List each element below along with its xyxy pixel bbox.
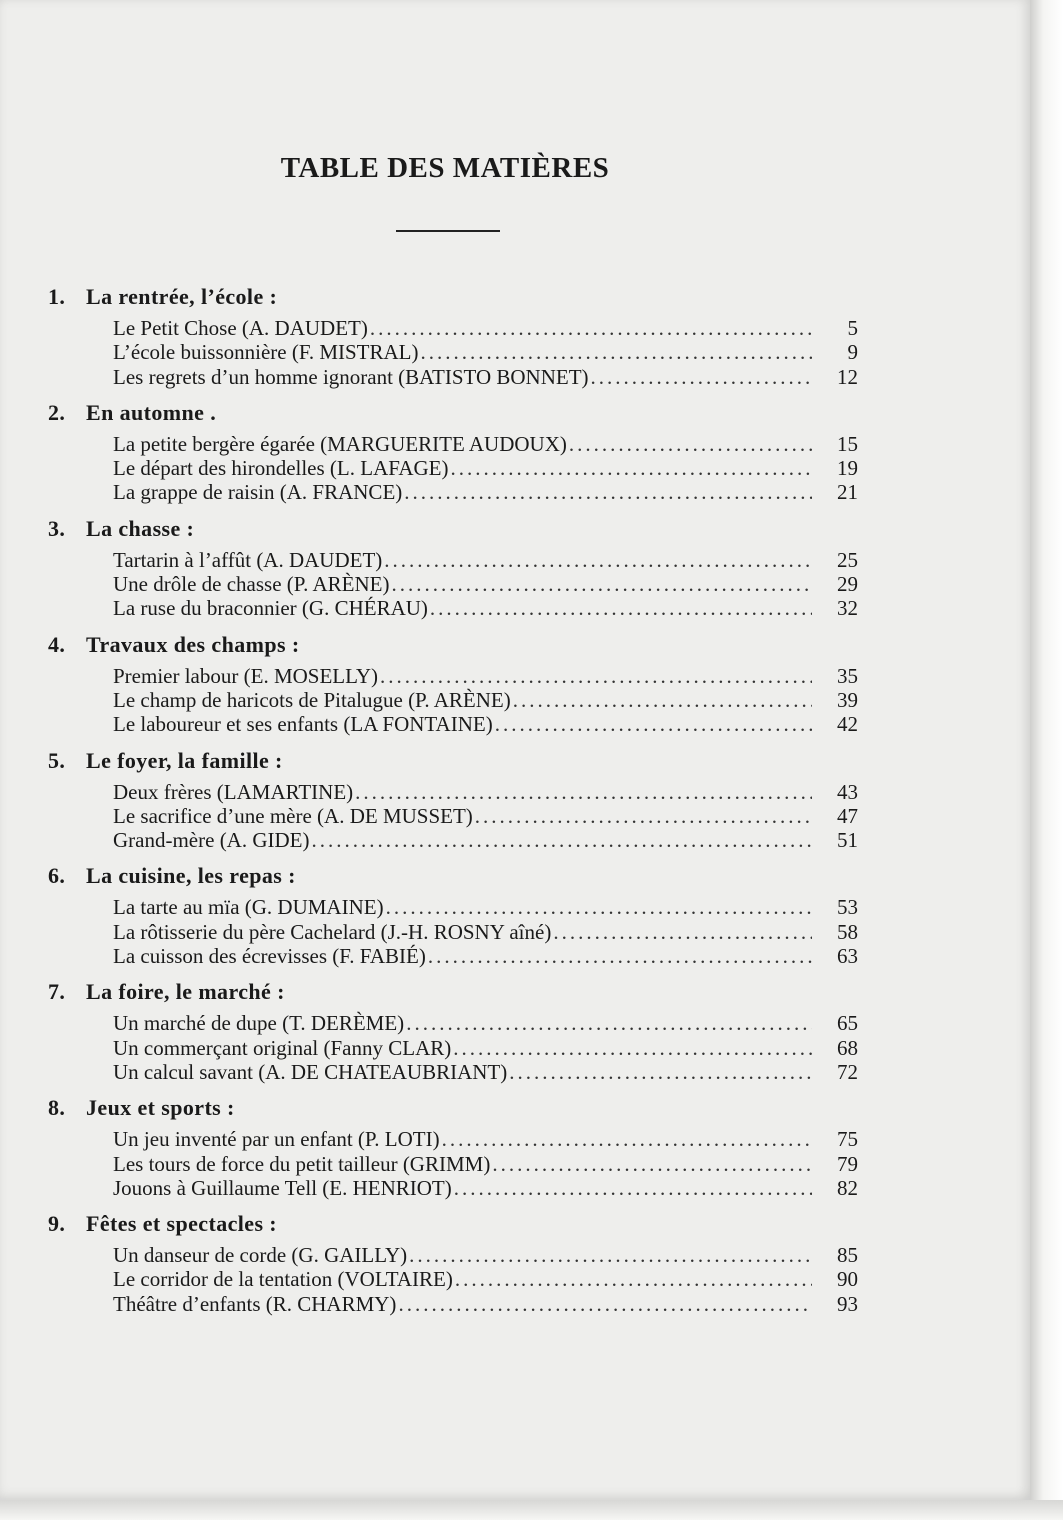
section-title: La foire, le marché :: [86, 979, 285, 1005]
entry-title: Deux frères (LAMARTINE): [113, 779, 354, 804]
toc-section-2: [48, 400, 878, 505]
page-number: 15: [837, 431, 858, 456]
page-number: 25: [837, 547, 858, 572]
page-number: 63: [837, 944, 858, 969]
section-title: En automne .: [86, 399, 217, 425]
toc-entry: [113, 780, 858, 804]
section-number: 9.: [48, 1211, 66, 1237]
entry-title: Les regrets d’un homme ignorant (BATISTO BONNET): [113, 364, 589, 389]
section-heading: [48, 1095, 878, 1127]
entry-title: Le corridor de la tentation (VOLTAIRE): [113, 1267, 453, 1292]
leader-dots: [430, 596, 812, 620]
section-number: 2.: [48, 399, 66, 425]
toc-entry: [113, 712, 858, 736]
section-number: 1.: [48, 284, 66, 309]
toc-entry: [113, 340, 858, 364]
entry-title: Jouons à Guillaume Tell (E. HENRIOT): [113, 1175, 452, 1200]
entry-title: Tartarin à l’affût (A. DAUDET): [113, 547, 383, 572]
leader-dots: [492, 1152, 812, 1176]
section-heading: [48, 400, 878, 432]
section-heading: [48, 1211, 878, 1243]
section-title: La rentrée, l’école :: [86, 284, 278, 309]
toc-entry: [113, 664, 858, 688]
leader-dots: [355, 780, 812, 804]
entry-title: Grand-mère (A. GIDE): [113, 828, 310, 853]
leader-dots: [391, 572, 812, 596]
page-number: 53: [837, 895, 858, 920]
leader-dots: [386, 895, 812, 919]
entry-title: La rôtisserie du père Cachelard (J.-H. ROSNY aîné): [113, 919, 552, 944]
toc-entry: [113, 895, 858, 919]
toc-entry: [113, 365, 858, 389]
page-number: 51: [837, 828, 858, 853]
section-heading: [48, 863, 878, 895]
page-number: 29: [837, 572, 858, 597]
toc-section-6: [48, 863, 878, 968]
toc-section-5: [48, 748, 878, 853]
toc-entry: [113, 944, 858, 968]
toc-entry: [113, 1011, 858, 1035]
section-number: 4.: [48, 631, 66, 657]
leader-dots: [569, 432, 812, 456]
entry-title: Le sacrifice d’une mère (A. DE MUSSET): [113, 803, 473, 828]
leader-dots: [513, 688, 812, 712]
toc-entry: [113, 1036, 858, 1060]
entry-title: Premier labour (E. MOSELLY): [113, 663, 379, 688]
page-number: 32: [837, 596, 858, 621]
entry-title: Un calcul savant (A. DE CHATEAUBRIANT): [113, 1059, 508, 1084]
toc-entry: [113, 920, 858, 944]
page-number: 72: [837, 1059, 858, 1084]
toc-entry: [113, 1127, 858, 1151]
toc-entry: [113, 1292, 858, 1316]
section-title: Travaux des champs :: [86, 631, 300, 657]
page-number: 5: [847, 316, 858, 340]
section-number: 5.: [48, 747, 66, 773]
section-title: Jeux et sports :: [86, 1095, 235, 1121]
entry-title: La tarte au mïa (G. DUMAINE): [113, 895, 384, 920]
leader-dots: [370, 316, 812, 340]
toc-section-7: [48, 979, 878, 1084]
entry-title: La cuisson des écrevisses (F. FABIÉ): [113, 944, 426, 969]
page-number: 43: [837, 779, 858, 804]
entry-title: Une drôle de chasse (P. ARÈNE): [113, 572, 390, 597]
toc-entry: [113, 480, 858, 504]
toc-entry: [113, 1243, 858, 1267]
toc-entry: [113, 456, 858, 480]
page-number: 58: [837, 919, 858, 944]
entry-title: Un danseur de corde (G. GAILLY): [113, 1243, 408, 1268]
leader-dots: [495, 712, 812, 736]
leader-dots: [312, 828, 813, 852]
page-number: 93: [837, 1291, 858, 1316]
toc-section-8: [48, 1095, 878, 1200]
leader-dots: [591, 365, 812, 389]
toc-entry: [113, 688, 858, 712]
toc-section-9: [48, 1211, 878, 1316]
table-of-contents: [48, 284, 878, 1327]
toc-entry: [113, 1152, 858, 1176]
leader-dots: [409, 1243, 812, 1267]
toc-section-4: [48, 632, 878, 737]
entry-title: La ruse du braconnier (G. CHÉRAU): [113, 596, 428, 621]
page-number: 68: [837, 1035, 858, 1060]
toc-entry: [113, 1060, 858, 1084]
toc-entry: [113, 572, 858, 596]
toc-entry: [113, 828, 858, 852]
leader-dots: [509, 1060, 812, 1084]
page-number: 82: [837, 1175, 858, 1200]
toc-entry: [113, 548, 858, 572]
leader-dots: [384, 548, 812, 572]
page-number: 79: [837, 1151, 858, 1176]
page-number: 85: [837, 1243, 858, 1268]
leader-dots: [475, 804, 812, 828]
leader-dots: [404, 480, 812, 504]
entry-title: Un commerçant original (Fanny CLAR): [113, 1035, 452, 1060]
section-title: Le foyer, la famille :: [86, 747, 283, 773]
bottom-edge: [0, 1500, 1063, 1520]
page-number: 65: [837, 1011, 858, 1036]
section-heading: [48, 284, 878, 316]
page-number: 90: [837, 1267, 858, 1292]
section-heading: [48, 632, 878, 664]
leader-dots: [442, 1127, 812, 1151]
entry-title: La petite bergère égarée (MARGUERITE AUDOUX): [113, 431, 567, 456]
page-edge: [1030, 0, 1063, 1520]
page-number: 42: [837, 712, 858, 737]
section-title: La cuisine, les repas :: [86, 863, 296, 889]
toc-entry: [113, 804, 858, 828]
toc-entry: [113, 596, 858, 620]
toc-entry: [113, 432, 858, 456]
entry-title: Théâtre d’enfants (R. CHARMY): [113, 1291, 397, 1316]
page-number: 47: [837, 803, 858, 828]
entry-title: La grappe de raisin (A. FRANCE): [113, 480, 403, 505]
section-heading: [48, 748, 878, 780]
page-title: TABLE DES MATIÈRES: [280, 152, 610, 184]
leader-dots: [398, 1292, 812, 1316]
page-number: 9: [847, 340, 858, 365]
leader-dots: [451, 456, 812, 480]
entry-title: Un marché de dupe (T. DERÈME): [113, 1011, 405, 1036]
toc-entry: [113, 1176, 858, 1200]
entry-title: Le Petit Chose (A. DAUDET): [113, 316, 368, 340]
entry-title: Le champ de haricots de Pitalugue (P. ARÈNE): [113, 687, 511, 712]
leader-dots: [428, 944, 812, 968]
section-title: Fêtes et spectacles :: [86, 1211, 278, 1237]
leader-dots: [421, 340, 813, 364]
section-heading: [48, 979, 878, 1011]
page-number: 35: [837, 663, 858, 688]
entry-title: Le départ des hirondelles (L. LAFAGE): [113, 456, 449, 481]
leader-dots: [455, 1267, 812, 1291]
page-number: 19: [837, 456, 858, 481]
page-number: 75: [837, 1127, 858, 1152]
page-number: 39: [837, 687, 858, 712]
leader-dots: [454, 1176, 812, 1200]
entry-title: Le laboureur et ses enfants (LA FONTAINE): [113, 712, 493, 737]
toc-entry: [113, 1267, 858, 1291]
section-heading: [48, 516, 878, 548]
title-rule: [396, 230, 500, 232]
leader-dots: [380, 664, 812, 688]
entry-title: L’école buissonnière (F. MISTRAL): [113, 340, 419, 365]
section-number: 7.: [48, 979, 66, 1005]
entry-title: Un jeu inventé par un enfant (P. LOTI): [113, 1127, 440, 1152]
section-number: 3.: [48, 515, 66, 541]
page-number: 12: [837, 364, 858, 389]
section-number: 6.: [48, 863, 66, 889]
entry-title: Les tours de force du petit tailleur (GRIMM): [113, 1151, 491, 1176]
toc-section-1: [48, 284, 878, 389]
section-title: La chasse :: [86, 515, 195, 541]
toc-entry: [113, 316, 858, 340]
leader-dots: [553, 920, 812, 944]
page-number: 21: [837, 480, 858, 505]
toc-section-3: [48, 516, 878, 621]
leader-dots: [406, 1011, 812, 1035]
leader-dots: [453, 1036, 812, 1060]
section-number: 8.: [48, 1095, 66, 1121]
